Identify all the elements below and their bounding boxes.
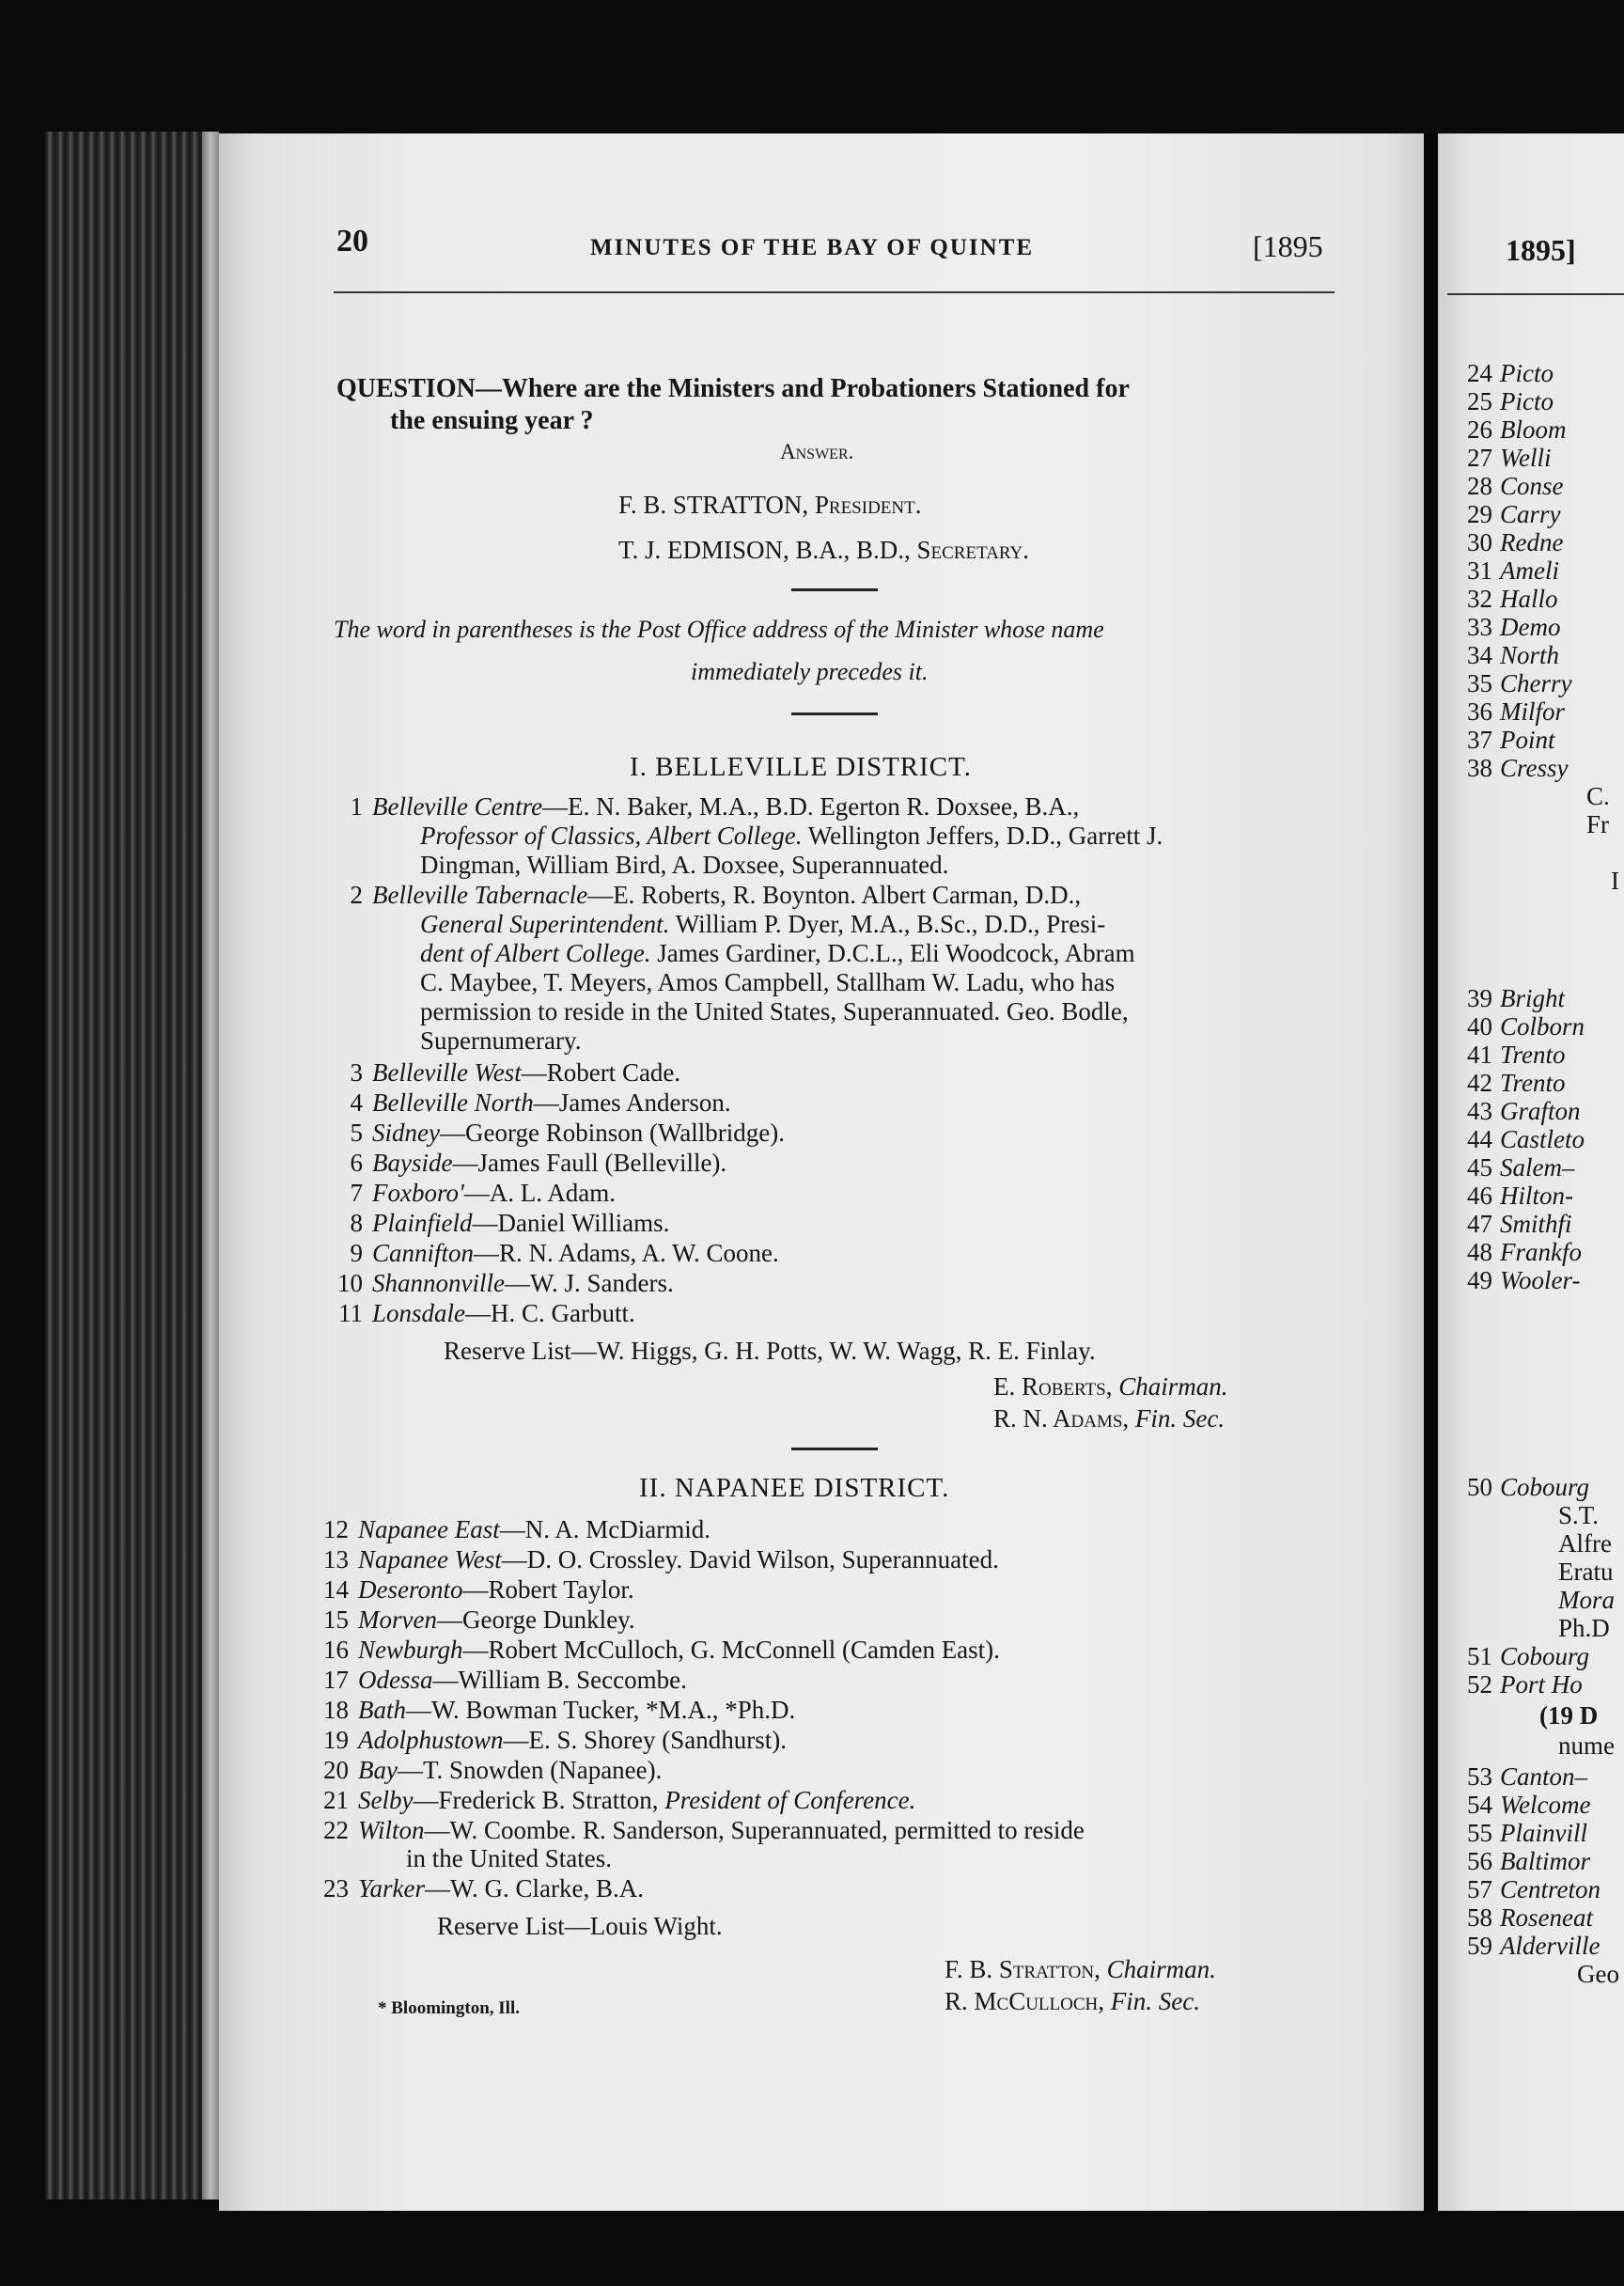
section-rule: [791, 712, 878, 715]
list-item: 31 Ameli: [1467, 556, 1559, 585]
list-item: 56 Baltimor: [1467, 1847, 1591, 1875]
list-item: 30 Redne: [1467, 528, 1564, 556]
chairman-signature: F. B. Stratton, Chairman.: [945, 1955, 1216, 1983]
list-item: 57 Centreton: [1467, 1875, 1601, 1903]
list-item: 35 Cherry: [1467, 669, 1572, 697]
secretary-line: [618, 536, 1029, 565]
text-fragment: (19 D: [1539, 1701, 1599, 1730]
list-item: 41 Trento: [1467, 1041, 1566, 1069]
list-item: 2 Belleville Tabernacle—E. Roberts, R. Boynton. Albert Carman, D.D.,: [350, 881, 1082, 909]
entry-continuation: dent of Albert College. James Gardiner, D.C.L., Eli Woodcock, Abram: [420, 939, 1135, 967]
text-fragment: Ph.D: [1558, 1614, 1610, 1642]
entry-continuation: in the United States.: [406, 1844, 612, 1872]
list-item: 10 Shannonville—W. J. Sanders.: [337, 1269, 674, 1297]
district-title: II. NAPANEE DISTRICT.: [639, 1473, 950, 1503]
list-item: 15 Morven—George Dunkley.: [323, 1605, 635, 1634]
list-item: 58 Roseneat: [1467, 1903, 1593, 1932]
page-number: 20: [336, 224, 368, 258]
text-fragment: Fr: [1586, 810, 1610, 838]
list-item: 45 Salem–: [1467, 1153, 1575, 1182]
list-item: 26 Bloom: [1467, 415, 1567, 444]
list-item: 42 Trento: [1467, 1069, 1566, 1097]
list-item: 22 Wilton—W. Coombe. R. Sanderson, Superannuated, permitted to reside: [323, 1816, 1085, 1844]
text-fragment: Geo: [1577, 1960, 1619, 1988]
list-item: 1 Belleville Centre—E. N. Baker, M.A., B.D. Egerton R. Doxsee, B.A.,: [350, 792, 1080, 821]
list-item: 6 Bayside—James Faull (Belleville).: [350, 1149, 727, 1177]
text-fragment: Eratu: [1558, 1558, 1614, 1586]
footnote: * Bloomington, Ill.: [378, 1998, 520, 2018]
list-item: 46 Hilton-: [1467, 1182, 1573, 1210]
book-gutter: [1424, 133, 1438, 2211]
facing-header-rule: [1447, 293, 1624, 295]
facing-page: [1438, 133, 1624, 2211]
list-item: 24 Picto: [1467, 359, 1554, 387]
question-line-2: the ensuing year ?: [390, 406, 594, 435]
list-item: 43 Grafton: [1467, 1097, 1581, 1125]
list-item: 32 Hallo: [1467, 585, 1558, 613]
binding-edge: [202, 132, 219, 2200]
list-item: 3 Belleville West—Robert Cade.: [350, 1058, 681, 1087]
president-name: F. B. STRATTON,: [618, 491, 809, 519]
list-item: 33 Demo: [1467, 613, 1561, 641]
list-item: 16 Newburgh—Robert McCulloch, G. McConnell (Camden East).: [323, 1636, 1000, 1664]
list-item: 28 Conse: [1467, 472, 1564, 500]
list-item: 19 Adolphustown—E. S. Shorey (Sandhurst).: [323, 1726, 787, 1754]
list-item: 11 Lonsdale—H. C. Garbutt.: [338, 1299, 635, 1327]
entry-continuation: C. Maybee, T. Meyers, Amos Campbell, Stallham W. Ladu, who has: [420, 968, 1116, 996]
list-item: 34 North: [1467, 641, 1560, 669]
text-fragment: I: [1611, 867, 1619, 895]
list-item: 9 Cannifton—R. N. Adams, A. W. Coone.: [350, 1239, 779, 1267]
list-item: 21 Selby—Frederick B. Stratton, President of Conference.: [323, 1786, 916, 1814]
list-item: 39 Bright: [1467, 984, 1566, 1012]
entry-continuation: Dingman, William Bird, A. Doxsee, Superannuated.: [420, 851, 949, 879]
list-item: 47 Smithfi: [1467, 1210, 1572, 1238]
list-item: 48 Frankfo: [1467, 1238, 1582, 1266]
list-item: 25 Picto: [1467, 387, 1554, 415]
list-item: 50 Cobourg: [1467, 1473, 1590, 1501]
list-item: 20 Bay—T. Snowden (Napanee).: [323, 1756, 663, 1784]
list-item: 7 Foxboro'—A. L. Adam.: [350, 1179, 617, 1207]
secretary-title: Secretary.: [916, 536, 1029, 564]
facing-page-year: 1895]: [1506, 233, 1576, 267]
president-title: President.: [814, 491, 922, 519]
list-item: 53 Canton–: [1467, 1762, 1588, 1791]
secretary-name: T. J. EDMISON, B.A., B.D.,: [618, 536, 911, 564]
entry-continuation: Supernumerary.: [420, 1026, 582, 1055]
entry-continuation: General Superintendent. William P. Dyer, M.A., B.Sc., D.D., Presi-: [420, 910, 1106, 938]
list-item: 37 Point: [1467, 726, 1555, 754]
list-item: 59 Alderville: [1467, 1932, 1601, 1960]
text-fragment: C.: [1586, 782, 1610, 810]
list-item: 27 Welli: [1467, 444, 1552, 472]
list-item: 14 Deseronto—Robert Taylor.: [323, 1575, 634, 1604]
section-rule: [791, 1448, 878, 1450]
list-item: 12 Napanee East—N. A. McDiarmid.: [323, 1515, 710, 1543]
list-item: 51 Cobourg: [1467, 1642, 1590, 1670]
list-item: 29 Carry: [1467, 500, 1561, 528]
chairman-signature: E. Roberts, Chairman.: [993, 1372, 1228, 1401]
fin-sec-signature: R. N. Adams, Fin. Sec.: [993, 1404, 1226, 1433]
text-fragment: Mora: [1558, 1586, 1615, 1614]
running-title: MINUTES OF THE BAY OF QUINTE: [590, 235, 1035, 260]
section-rule: [791, 588, 878, 591]
list-item: 4 Belleville North—James Anderson.: [350, 1088, 731, 1117]
text-fragment: nume: [1558, 1731, 1615, 1760]
text-fragment: S.T.: [1558, 1501, 1600, 1529]
book-binding: [45, 132, 219, 2200]
answer-label: Answer.: [780, 440, 854, 463]
note-line-2: immediately precedes it.: [691, 658, 929, 685]
list-item: 44 Castleto: [1467, 1125, 1585, 1153]
fin-sec-signature: R. McCulloch, Fin. Sec.: [945, 1987, 1200, 2015]
list-item: 17 Odessa—William B. Seccombe.: [323, 1666, 687, 1694]
reserve-list: Reserve List—W. Higgs, G. H. Potts, W. W. Wagg, R. E. Finlay.: [444, 1337, 1096, 1365]
list-item: 13 Napanee West—D. O. Crossley. David Wilson, Superannuated.: [323, 1545, 999, 1574]
list-item: 52 Port Ho: [1467, 1670, 1583, 1699]
list-item: 18 Bath—W. Bowman Tucker, *M.A., *Ph.D.: [323, 1696, 796, 1724]
entry-continuation: permission to reside in the United States, Superannuated. Geo. Bodle,: [420, 997, 1129, 1026]
text-fragment: Alfre: [1558, 1529, 1612, 1558]
header-rule: [334, 291, 1335, 293]
entry-continuation: Professor of Classics, Albert College. Wellington Jeffers, D.D., Garrett J.: [420, 822, 1163, 850]
list-item: 36 Milfor: [1467, 697, 1566, 726]
district-title: I. BELLEVILLE DISTRICT.: [630, 752, 972, 782]
list-item: 49 Wooler-: [1467, 1266, 1581, 1294]
president-line: [618, 491, 921, 520]
list-item: 23 Yarker—W. G. Clarke, B.A.: [323, 1874, 645, 1902]
list-item: 8 Plainfield—Daniel Williams.: [350, 1209, 670, 1237]
list-item: 5 Sidney—George Robinson (Wallbridge).: [350, 1119, 785, 1147]
header-year: [1895: [1253, 229, 1323, 263]
note-line-1: The word in parentheses is the Post Office address of the Minister whose name: [334, 616, 1104, 643]
question-line-1: QUESTION—Where are the Ministers and Probationers Stationed for: [336, 374, 1130, 403]
list-item: 55 Plainvill: [1467, 1819, 1587, 1847]
list-item: 38 Cressy: [1467, 754, 1569, 782]
list-item: 40 Colborn: [1467, 1012, 1585, 1041]
reserve-list: Reserve List—Louis Wight.: [437, 1912, 723, 1940]
list-item: 54 Welcome: [1467, 1791, 1591, 1819]
